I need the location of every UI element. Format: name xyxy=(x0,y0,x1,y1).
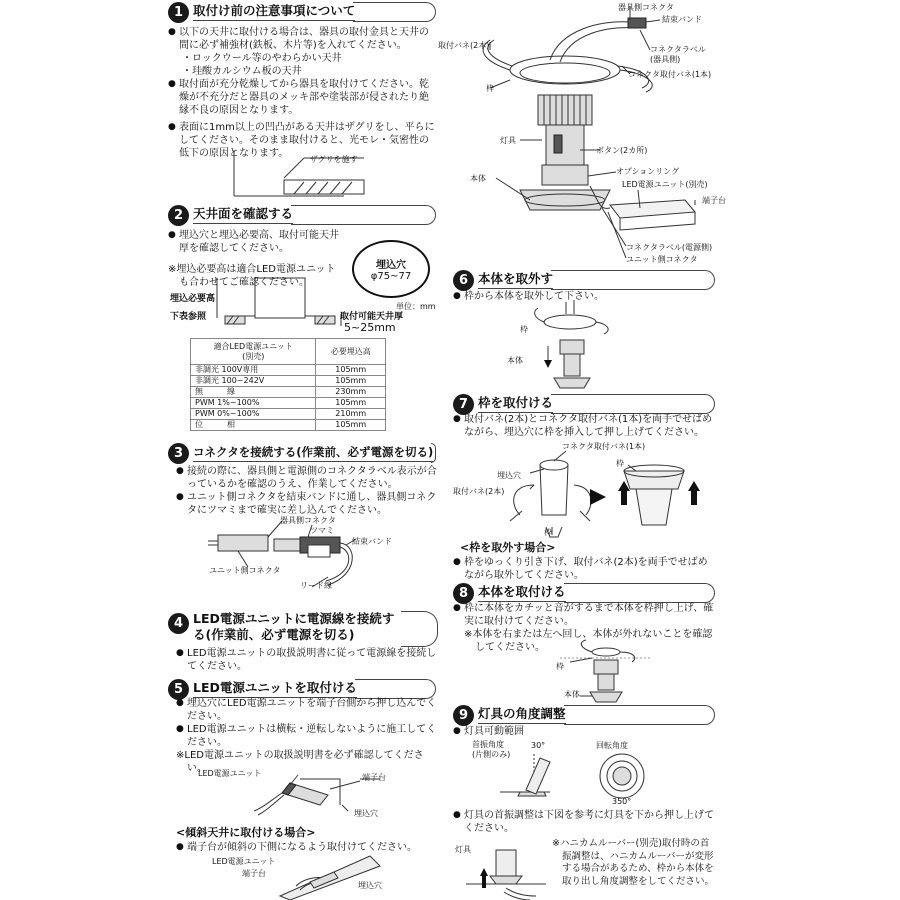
part-label: LED電源ユニット(別売) xyxy=(622,180,708,189)
subsection-body xyxy=(176,841,438,854)
part-label: 枠 xyxy=(544,528,552,537)
section-title: LED電源ユニットに電源線を接続する(作業前、必ず電源を切る) xyxy=(193,611,395,642)
connector-label: 器具側コネクタ xyxy=(280,516,336,525)
remove-body-figure xyxy=(530,300,630,395)
bullet: ● 埋込穴と埋込必要高、取付可能天井厚を確認してください。 xyxy=(168,229,343,255)
section-9-body-2 xyxy=(453,809,715,835)
bullet: ● 端子台が傾斜の下側になるよう取付けてください。 xyxy=(176,841,438,854)
connector-label: 結束バンド xyxy=(352,537,392,546)
part-label: 取付バネ(2本) xyxy=(438,41,490,50)
table-cell: 105mm xyxy=(316,398,386,409)
step-number: 2 xyxy=(168,205,189,226)
part-label: 本体 xyxy=(507,356,523,365)
connector-label: ユニット側コネクタ xyxy=(209,566,281,575)
part-label: 埋込穴 xyxy=(497,471,521,480)
section-9-heading xyxy=(453,703,715,727)
table-row xyxy=(191,376,386,387)
heading-rule xyxy=(355,679,436,699)
bullet: ● 以下の天井に取付ける場合は、器具の取付金具と天井の間に必ず補強材(鉄板、木片等)を入れてください。 xyxy=(168,26,436,52)
part-label: 結束バンド xyxy=(662,15,702,24)
hole-label: 埋込穴 xyxy=(376,260,406,271)
part-label: ユニット側コネクタ xyxy=(626,255,698,264)
connector-label: リード線 xyxy=(300,581,332,590)
fixture-label: 灯具 xyxy=(455,845,471,854)
section-1-body xyxy=(168,26,436,160)
step-number: 8 xyxy=(453,583,474,604)
bullet: ● 表面に1mm以上の凹凸がある天井はザグリをし、平らにしてください。そのまま取付けると、光モレ・気密性の低下の原因となります。 xyxy=(168,121,436,160)
unit-note: 単位：mm xyxy=(396,302,436,311)
section-1-heading xyxy=(168,0,436,24)
tilt-label: 首振角度 (片側のみ) xyxy=(472,740,511,759)
bullet: ● 埋込穴にLED電源ユニットを端子台側から押し込んでください。 xyxy=(176,697,438,723)
part-label: 枠 xyxy=(616,459,624,468)
psu-label: 端子台 xyxy=(362,773,386,782)
slope-label: 埋込穴 xyxy=(358,881,382,890)
part-label: コネクタ取付バネ(1本) xyxy=(562,442,646,451)
hole-size-badge xyxy=(352,240,430,298)
table-row xyxy=(191,409,386,420)
slope-label: LED電源ユニット xyxy=(212,857,276,866)
table-cell: 無 線 xyxy=(191,387,316,398)
bullet: ● 枠に本体をカチッと音がするまで本体を枠押し上げ、確実に取付けてください。 xyxy=(453,602,715,628)
bullet: ● 灯具可動範囲 xyxy=(453,725,715,738)
hole-value: φ75~77 xyxy=(370,271,412,282)
heading-rule xyxy=(551,270,715,290)
table-cell: 230mm xyxy=(316,387,386,398)
part-label: コネクタラベル(電源側) xyxy=(626,243,713,252)
step-number: 7 xyxy=(453,394,474,415)
part-label: ボタン(2カ所) xyxy=(596,146,648,155)
step-number: 6 xyxy=(453,270,474,291)
rotation-label: 回転角度 xyxy=(596,741,628,750)
part-label: 枠 xyxy=(520,325,528,334)
table-cell: 105mm xyxy=(316,420,386,431)
heading-rule xyxy=(564,583,715,603)
table-header-row xyxy=(191,339,386,365)
heading-rule xyxy=(564,705,715,725)
tilt-rotation-figure xyxy=(500,752,670,802)
note: ※本体を右または左へ回し、本体が外れないことを確認してください。 xyxy=(464,629,713,653)
ceiling-dimension-figure xyxy=(225,278,345,328)
counterbore-label: ザグリを施す xyxy=(310,155,358,164)
step-number: 4 xyxy=(168,613,189,634)
embed-height-table xyxy=(190,338,386,431)
bullet-sub-item: ・珪酸カルシウム板の天井 xyxy=(182,66,302,77)
step-number: 9 xyxy=(453,705,474,726)
psu-label: 埋込穴 xyxy=(354,809,378,818)
bullet: ● 枠から本体を取外して下さい。 xyxy=(453,290,715,303)
section-title: 枠を取付ける xyxy=(478,395,553,413)
dimension-label-thickness: 取付可能天井厚 xyxy=(340,312,404,322)
table-cell: 非調光 100V専用 xyxy=(191,365,316,376)
section-4-heading xyxy=(168,611,438,651)
subsection-body xyxy=(453,556,715,582)
part-label: 端子台 xyxy=(702,196,726,205)
table-cell: PWM 0%~100% xyxy=(191,409,316,420)
bullet: ● ユニット側コネクタを結束バンドに通し、器具側コネクタにツマミまで確実に差し込んでください。 xyxy=(176,491,438,517)
dimension-label-height: 埋込必要高 xyxy=(170,294,216,304)
connector-figure xyxy=(208,515,368,595)
bullet: ● LED電源ユニットは横転・逆転しないように施工してください。 xyxy=(176,723,438,749)
section-title: コネクタを接続する(作業前、必ず電源を切る) xyxy=(193,444,433,462)
section-7-body xyxy=(453,413,715,439)
part-label: コネクタラベル (器具側) xyxy=(650,45,706,64)
step-number: 3 xyxy=(168,443,189,464)
section-5-body xyxy=(176,697,438,775)
bullet: ● 取付面が充分乾燥してから器具を取付けてください。乾燥が不充分だと器具のメッキ部や塗装部が侵されたり絶縁不良の原因となります。 xyxy=(168,78,436,117)
heading-rule xyxy=(401,611,438,647)
section-title: 取付け前の注意事項について xyxy=(193,3,355,21)
heading-rule xyxy=(551,394,715,414)
section-9-body xyxy=(453,725,715,738)
table-cell: 位 相 xyxy=(191,420,316,431)
section-title: LED電源ユニットを取付ける xyxy=(193,680,357,698)
bullet: ● 取付バネ(2本)とコネクタ取付バネ(1本)を両手でせばめながら、埋込穴に枠を挿入して押し上げてください。 xyxy=(453,413,715,439)
section-6-heading xyxy=(453,268,715,292)
bullet: ● 接続の際に、器具側と電源側のコネクタラベル表示が合っているかを確認のうえ、作業してください。 xyxy=(176,465,438,491)
note: ※埋込必要高は適合LED電源ユニットも合わせてご確認ください。 xyxy=(168,264,336,288)
section-title: 本体を取外す xyxy=(478,271,553,289)
step-number: 5 xyxy=(168,679,189,700)
bullet: ● 灯具の首振調整は下図を参考に灯具を下から押し上げてください。 xyxy=(453,809,715,835)
table-header: 適合LED電源ユニット (別売) xyxy=(191,339,316,365)
note: ※ハニカムルーバー(別売)取付時の首振調整は、ハニカムルーバーが変形する場合があるため、枠から本体を取り出し角度調整をしてください。 xyxy=(552,838,715,887)
part-label: 本体 xyxy=(564,690,580,699)
section-2-heading xyxy=(168,203,436,227)
bullet-sub-item: ・ロックウール等のやわらかい天井 xyxy=(182,53,342,64)
connector-label: ツマミ xyxy=(310,526,334,535)
table-row xyxy=(191,365,386,376)
table-cell: 非調光 100~242V xyxy=(191,376,316,387)
install-frame-figure xyxy=(490,445,710,540)
table-cell: PWM 1%~100% xyxy=(191,398,316,409)
section-title: 灯具の角度調整 xyxy=(478,706,566,724)
part-label: 取付バネ(2本) xyxy=(453,487,505,496)
dimension-value-thickness: 5~25mm xyxy=(344,321,396,334)
bullet: ● 枠をゆっくり引き下げ、取付バネ(2本)を両手でせばめながら取外してください。 xyxy=(453,556,715,582)
part-label: コネクタ取付バネ(1本) xyxy=(628,70,712,79)
part-label: 枠 xyxy=(556,662,564,671)
part-label: 器具側コネクタ xyxy=(618,3,674,12)
bullet: ● LED電源ユニットの取扱説明書に従って電源線を接続してください。 xyxy=(176,647,438,673)
section-title: 本体を取付ける xyxy=(478,584,566,602)
adjust-push-figure xyxy=(466,848,546,900)
section-3-heading xyxy=(168,441,436,465)
part-label: オプションリング xyxy=(616,167,680,176)
step-number: 1 xyxy=(168,2,189,23)
rotation-value: 350° xyxy=(612,797,632,806)
subheading: <枠を取外す場合> xyxy=(460,541,556,554)
exploded-view-figure xyxy=(450,0,720,270)
slope-label: 端子台 xyxy=(242,869,266,878)
heading-rule xyxy=(291,205,436,225)
heading-rule xyxy=(431,443,436,463)
subheading: <傾斜天井に取付ける場合> xyxy=(176,826,316,839)
section-4-body xyxy=(176,647,438,673)
table-cell: 105mm xyxy=(316,365,386,376)
psu-label: LED電源ユニット xyxy=(198,769,262,778)
note: ※LED電源ユニットの取扱説明書を必ず確認してください。 xyxy=(176,750,424,774)
table-header: 必要埋込高 xyxy=(316,339,386,365)
table-row xyxy=(191,420,386,431)
part-label: 本体 xyxy=(470,174,486,183)
part-label: 枠 xyxy=(486,84,494,93)
table-cell: 210mm xyxy=(316,409,386,420)
heading-rule xyxy=(353,2,436,22)
dimension-label-see-table: 下表参照 xyxy=(170,312,207,322)
table-row xyxy=(191,398,386,409)
table-row xyxy=(191,387,386,398)
table-cell: 105mm xyxy=(316,376,386,387)
section-3-body xyxy=(176,465,438,517)
section-title: 天井面を確認する xyxy=(193,206,293,224)
part-label: 灯具 xyxy=(500,136,516,145)
tilt-value: 30° xyxy=(531,741,546,750)
